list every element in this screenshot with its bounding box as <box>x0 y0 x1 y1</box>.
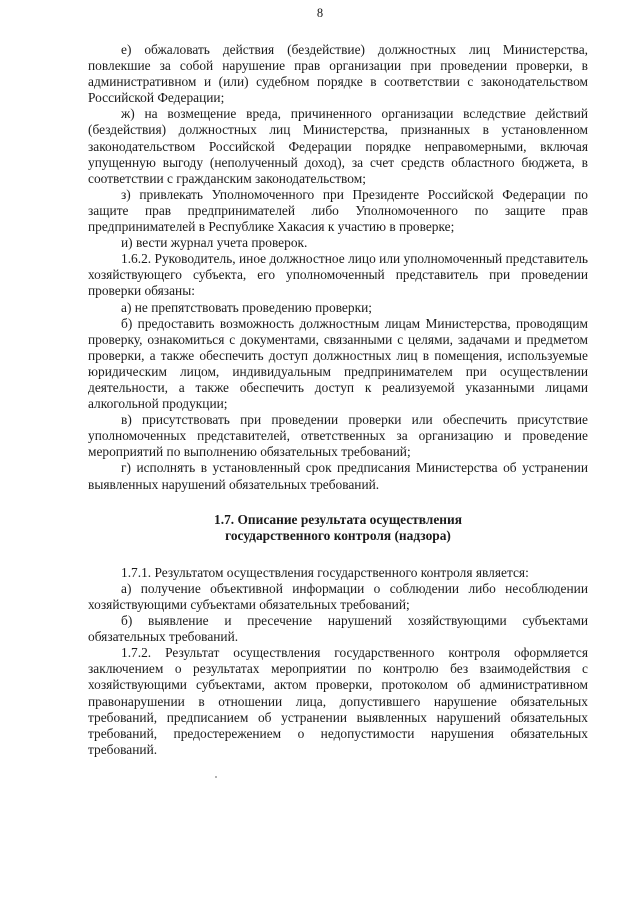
paragraph-1-6-2: 1.6.2. Руководитель, иное должностное лицо или уполномоченный представитель хозяйствующего субъекта, его уполномоченный представитель при проведении проверки обязаны: <box>88 251 588 299</box>
scan-artifact <box>215 776 217 778</box>
paragraph-1-7-2: 1.7.2. Результат осуществления государственного контроля оформляется заключением о результатах мероприятии по контролю без взаимодействия с хозяйствующими субъектами, актом проверки, протоколом об административном правонарушении в отношении лица, допустившего нарушение обязательных требований, предписанием об устранении выявленных нарушений обязательных требований, предостережением о недопустимости нарушения обязательных требований. <box>88 645 588 757</box>
page-number: 8 <box>316 6 324 20</box>
paragraph-g: г) исполнять в установленный срок предписания Министерства об устранении выявленных нарушений обязательных требований. <box>88 460 588 492</box>
paragraph-result-b: б) выявление и пресечение нарушений хозяйствующими субъектами обязательных требований. <box>88 613 588 645</box>
section-heading <box>88 512 588 545</box>
section-heading-line-1: 1.7. Описание результата осуществления <box>214 511 462 527</box>
paragraph-result-a: а) получение объективной информации о соблюдении либо несоблюдении хозяйствующими субъектами обязательных требований; <box>88 580 588 612</box>
paragraph-i: и) вести журнал учета проверок. <box>121 235 308 251</box>
paragraph-zh: ж) на возмещение вреда, причиненного организации вследствие действий (бездействия) должностных лиц Министерства, признанных в установленном законодательством Российской Федерации порядке неправомерными, включая упущенную выгоду (неполученный доход), за счет средств областного бюджета, в соответствии с гражданским законодательством; <box>88 106 588 186</box>
paragraph-v: в) присутствовать при проведении проверки или обеспечить присутствие уполномоченных представителей, ответственных за организацию и проведение мероприятий по выполнению обязательных требований; <box>88 412 588 460</box>
paragraph-z: з) привлекать Уполномоченного при Президенте Российской Федерации по защите прав предпринимателей либо Уполномоченного по защите прав предпринимателей в Республике Хакасия к участию в проверке; <box>88 186 588 235</box>
page-body <box>88 42 588 758</box>
paragraph-e: е) обжаловать действия (бездействие) должностных лиц Министерства, повлекшие за собой нарушение прав организации при проведении проверки, в административном и (или) судебном порядке в соответствии с законодательством Российской Федерации; <box>88 42 588 106</box>
paragraph-a: а) не препятствовать проведению проверки; <box>121 299 372 315</box>
paragraph-1-7-1: 1.7.1. Результатом осуществления государственного контроля является: <box>121 564 529 580</box>
paragraph-b: б) предоставить возможность должностным лицам Министерства, проводящим проверку, ознакомиться с документами, связанными с целями, задачами и предметом проверки, а также обеспечить доступ должностных лиц в помещения, используемые юридическим лицом, индивидуальным предпринимателем при осуществлении деятельности, а также обеспечить доступ к реализуемой указанными лицами алкогольной продукции; <box>88 315 588 412</box>
section-heading-line-2: государственного контроля (надзора) <box>225 528 451 544</box>
